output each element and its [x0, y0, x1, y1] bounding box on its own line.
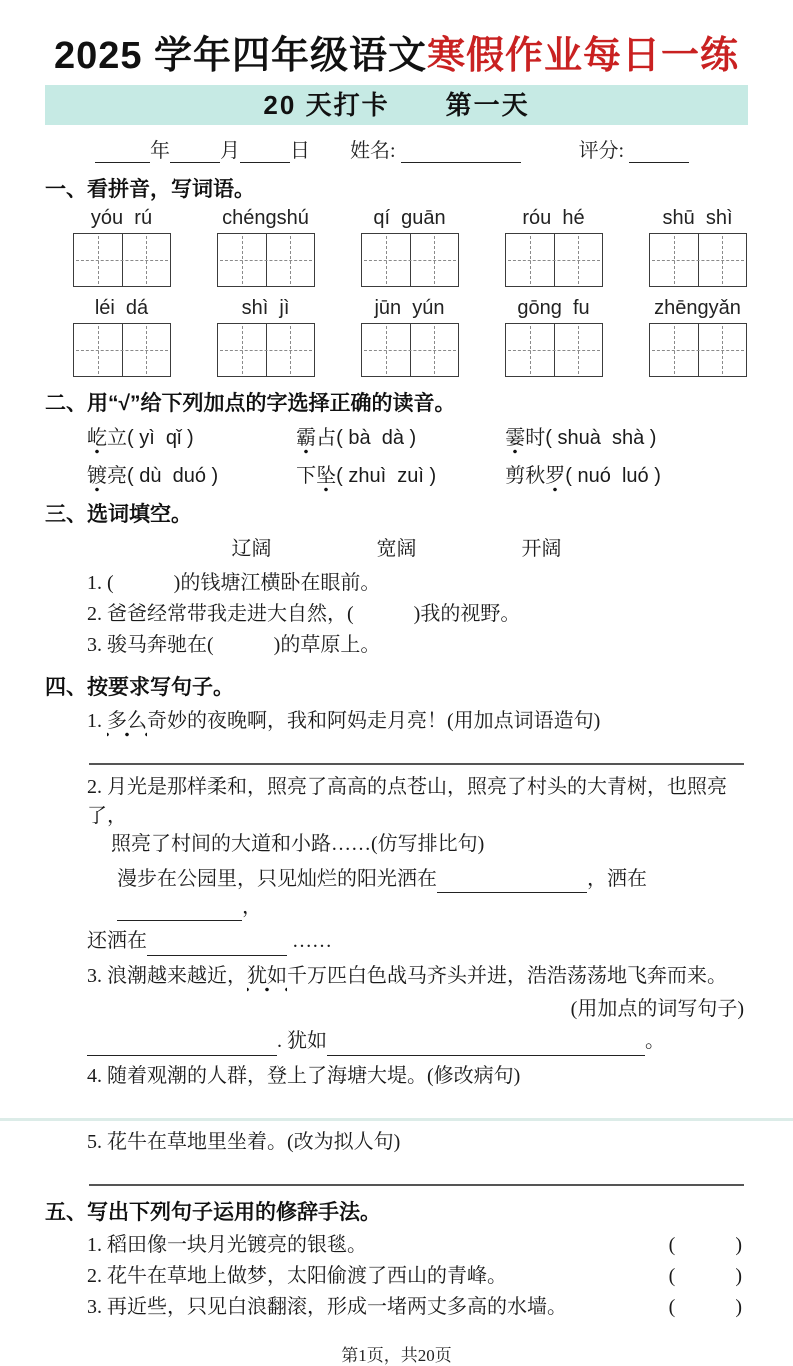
writing-cell: [554, 324, 603, 376]
pronunciation-item: [296, 459, 505, 488]
section-5-heading: 五、写出下列句子运用的修辞手法。: [45, 1201, 381, 1225]
writing-cell: [74, 324, 122, 376]
section-5: [45, 1196, 748, 1323]
pinyin-word-group: [505, 297, 602, 377]
dotted-char: 霎: [505, 427, 525, 454]
item-number: 1.: [87, 710, 107, 732]
sentence-text: 千万匹白色战马齐头并进，浩浩荡荡地飞奔而来。: [287, 964, 727, 987]
pinyin-label: zhēngyǎn: [654, 297, 741, 319]
sentence-text: 3. 再近些，只见白浪翻滚，形成一堵两丈多高的水墙。: [87, 1296, 567, 1319]
reading-options: ( dù duó ): [127, 465, 219, 487]
pinyin-grid-row-1: [45, 207, 748, 287]
page-bottom-edge: [0, 1118, 793, 1121]
word-bank-option: 开阔: [521, 538, 562, 560]
score-label: 评分:: [578, 140, 625, 162]
pinyin-word-group: [649, 297, 746, 377]
pinyin-word-group: [649, 207, 746, 287]
dotted-char: 坠: [316, 465, 336, 492]
pinyin-label: qí guān: [373, 207, 446, 229]
fill-blank-item: 2. 爸爸经常带我走进大自然，( )我的视野。: [87, 603, 521, 625]
answer-bracket: ( ): [668, 1265, 742, 1288]
section-1: [45, 173, 748, 377]
pronunciation-choice-grid: [45, 421, 748, 488]
writing-grid: [217, 323, 315, 377]
word-post: 立: [107, 427, 127, 449]
fill-blank: [117, 899, 242, 921]
sentence-item-3: [45, 962, 748, 990]
writing-cell: [218, 324, 266, 376]
reading-options: ( nuó luó ): [565, 465, 661, 487]
pinyin-label: yóu rú: [90, 207, 153, 229]
sentence-text: 1. 稻田像一块月光镀亮的银毯。: [87, 1234, 367, 1257]
fill-text: ，: [242, 895, 262, 918]
writing-cell: [650, 324, 698, 376]
dotted-char: 镀: [87, 465, 107, 492]
writing-grid: [361, 323, 459, 377]
section-2: [45, 387, 748, 488]
pinyin-label: shì jì: [241, 297, 290, 319]
writing-grid: [73, 233, 171, 287]
reading-options: ( yì qǐ ): [127, 427, 194, 449]
pronunciation-item: [87, 421, 296, 450]
writing-grid: [649, 233, 747, 287]
fill-blank: [437, 871, 587, 893]
dotted-char: 霸: [296, 427, 316, 454]
writing-grid: [505, 323, 603, 377]
reading-options: ( shuà shà ): [545, 427, 657, 449]
word-bank-option: 辽阔: [231, 538, 272, 560]
sentence-item-1: [45, 707, 748, 735]
section-2-heading: 二、用“√”给下列加点的字选择正确的读音。: [45, 392, 456, 415]
answer-blank: [87, 1034, 277, 1056]
word-post: 时: [525, 427, 546, 449]
rhetoric-item: [45, 1261, 748, 1292]
answer-line: [89, 1168, 744, 1186]
dotted-word: 多么: [107, 710, 147, 737]
reading-options: ( zhuì zuì ): [336, 465, 437, 487]
word-post: 亮: [107, 465, 127, 487]
pinyin-label: léi dá: [94, 297, 149, 319]
day-banner: 20 天打卡 第一天: [45, 85, 748, 125]
sentence-item-2-line2: 照亮了村间的大道和小路……(仿写排比句): [111, 833, 485, 856]
writing-grid: [649, 323, 747, 377]
sentence-text: 奇妙的夜晚啊，我和阿妈走月亮！: [147, 710, 447, 732]
sentence-item-5: 5. 花牛在草地里坐着。(改为拟人句): [87, 1130, 401, 1153]
word-pre: 下: [296, 465, 317, 487]
fill-text: 漫步在公园里，只见灿烂的阳光洒在: [117, 867, 437, 890]
instruction-note: (用加点的词写句子): [570, 998, 744, 1021]
writing-grid: [73, 323, 171, 377]
fill-blank: [147, 934, 287, 956]
pinyin-label: chéngshú: [222, 207, 309, 229]
pinyin-grid-row-2: [45, 297, 748, 377]
section-3-heading: 三、选词填空。: [45, 503, 192, 526]
month-blank: [170, 141, 220, 163]
writing-cell: [362, 234, 410, 286]
sentence-text: 2. 花牛在草地上做梦，太阳偷渡了西山的青峰。: [87, 1265, 507, 1288]
ellipsis: ……: [292, 930, 332, 953]
word-bank-option: 宽阔: [376, 538, 417, 560]
answer-blank: [327, 1034, 645, 1056]
answer-bracket: ( ): [668, 1296, 742, 1319]
writing-cell: [698, 324, 747, 376]
pinyin-word-group: [505, 207, 602, 287]
writing-cell: [122, 234, 171, 286]
writing-cell: [122, 324, 171, 376]
writing-cell: [218, 234, 266, 286]
section-3: [45, 498, 748, 661]
writing-cell: [410, 234, 459, 286]
sentence-text: 3. 浪潮越来越近，: [87, 964, 247, 987]
answer-mid-text: . 犹如: [277, 1030, 327, 1053]
sentence-item-3-answer: [45, 1027, 748, 1055]
writing-grid: [505, 233, 603, 287]
writing-cell: [554, 234, 603, 286]
pronunciation-item: [505, 459, 748, 488]
pronunciation-item: [296, 421, 505, 450]
sentence-item-2-fill-line: [45, 865, 748, 922]
pinyin-word-group: [217, 207, 314, 287]
dotted-char: 罗: [545, 465, 565, 492]
answer-line: [89, 747, 744, 765]
name-blank: [401, 141, 521, 163]
word-pre: 剪秋: [505, 465, 546, 487]
pinyin-label: gōng fu: [517, 297, 590, 319]
sentence-item-4: 4. 随着观潮的人群，登上了海塘大堤。(修改病句): [87, 1064, 521, 1087]
day-label: 日: [290, 140, 310, 162]
writing-cell: [506, 324, 554, 376]
pinyin-label: róu hé: [522, 207, 585, 229]
date-name-score-line: [45, 134, 748, 163]
answer-end-punct: 。: [645, 1030, 665, 1053]
section-4-heading: 四、按要求写句子。: [45, 676, 234, 699]
pinyin-word-group: [73, 207, 170, 287]
fill-blank-item: 1. ( )的钱塘江横卧在眼前。: [87, 572, 381, 594]
fill-text: 还洒在: [87, 930, 147, 953]
fill-blank-item: 3. 骏马奔驰在( )的草原上。: [87, 634, 381, 656]
dotted-char: 屹: [87, 427, 107, 454]
rhetoric-item: [45, 1292, 748, 1323]
page-number: 第1页，共20页: [341, 1346, 452, 1366]
name-label: 姓名:: [350, 140, 396, 162]
day-blank: [240, 141, 290, 163]
dotted-word: 犹如: [247, 965, 287, 992]
pinyin-word-group: [361, 207, 458, 287]
writing-cell: [266, 234, 315, 286]
rhetoric-item: [45, 1230, 748, 1261]
instruction-note: (用加点词语造句): [447, 710, 601, 732]
writing-grid: [217, 233, 315, 287]
word-bank: [45, 532, 748, 561]
pronunciation-item: [505, 421, 748, 450]
sentence-item-2-fill-line2: [45, 927, 748, 955]
title-black-part: 2025 学年四年级语文: [53, 35, 428, 77]
page-title: [45, 24, 748, 79]
pinyin-word-group: [217, 297, 314, 377]
title-red-part: 寒假作业每日一练: [427, 35, 740, 77]
fill-text: ，洒在: [587, 867, 647, 890]
pronunciation-item: [87, 459, 296, 488]
writing-cell: [650, 234, 698, 286]
reading-options: ( bà dà ): [336, 427, 417, 449]
month-label: 月: [220, 140, 240, 162]
pinyin-label: shū shì: [662, 207, 733, 229]
writing-cell: [74, 234, 122, 286]
score-blank: [629, 141, 689, 163]
writing-cell: [362, 324, 410, 376]
writing-grid: [361, 233, 459, 287]
writing-cell: [506, 234, 554, 286]
year-blank: [95, 141, 150, 163]
word-post: 占: [316, 427, 337, 449]
answer-bracket: ( ): [668, 1234, 742, 1257]
writing-cell: [266, 324, 315, 376]
pinyin-word-group: [73, 297, 170, 377]
writing-cell: [410, 324, 459, 376]
sentence-item-2-line1: 2. 月光是那样柔和，照亮了高高的点苍山，照亮了村头的大青树，也照亮了，: [87, 776, 727, 827]
section-4: [45, 671, 748, 1186]
pinyin-word-group: [361, 297, 458, 377]
year-label: 年: [150, 140, 170, 162]
section-1-heading: 一、看拼音，写词语。: [45, 178, 255, 201]
pinyin-label: jūn yún: [374, 297, 445, 319]
writing-cell: [698, 234, 747, 286]
